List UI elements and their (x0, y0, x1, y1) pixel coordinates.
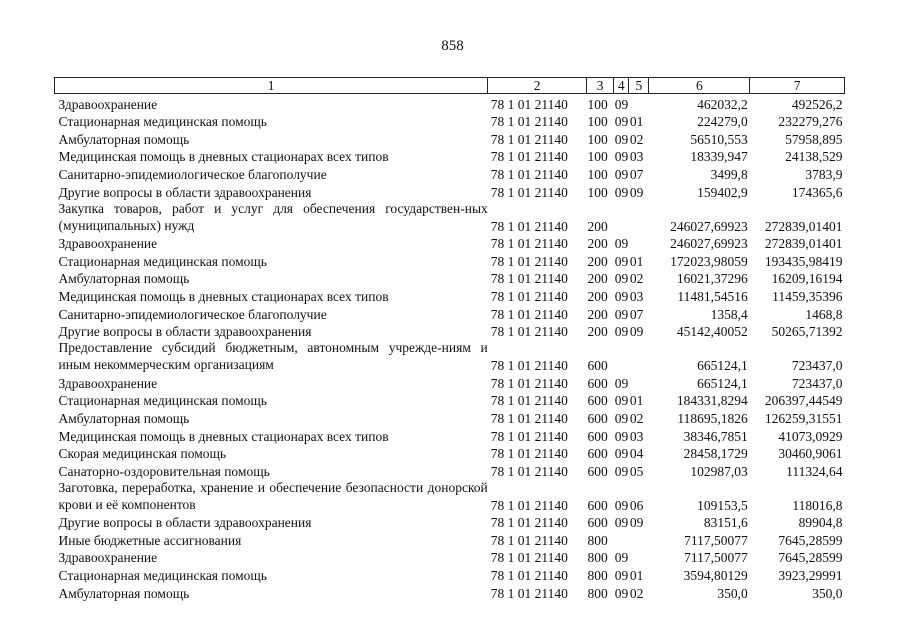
row-col-4: 09 (614, 236, 629, 252)
row-name: Медицинская помощь в дневных стационарах всех типов (58, 428, 389, 444)
row-value-7: 723437,0 (791, 375, 843, 391)
row-col-4: 09 (614, 428, 629, 444)
row-col-5: 05 (629, 463, 644, 479)
table-row (55, 304, 845, 322)
row-value-6: 462032,2 (697, 96, 748, 112)
row-code: 78 1 01 21140 (490, 428, 568, 444)
budget-table (54, 77, 845, 601)
row-col-3: 600 (587, 410, 608, 426)
row-name: Санитарно-эпидемиологическое благополучие (58, 166, 327, 182)
row-col-4: 09 (614, 288, 629, 304)
row-col-3: 800 (587, 585, 608, 601)
table-row (55, 200, 845, 234)
row-col-5: 01 (629, 253, 644, 269)
row-value-7: 232279,276 (778, 114, 843, 130)
row-name: Стационарная медицинская помощь (58, 253, 267, 269)
row-col-3: 200 (587, 288, 608, 304)
row-col-5: 09 (629, 515, 644, 531)
row-col-4: 09 (614, 410, 629, 426)
row-col-3: 100 (587, 184, 608, 200)
row-col-4: 09 (614, 166, 629, 182)
table-row (55, 182, 845, 200)
row-value-6: 665124,1 (697, 358, 748, 374)
row-col-3: 600 (587, 375, 608, 391)
header-col-3: 3 (587, 78, 614, 94)
row-col-5 (629, 200, 649, 234)
row-col-3: 200 (587, 324, 608, 340)
row-code: 78 1 01 21140 (490, 236, 568, 252)
row-name: Другие вопросы в области здравоохранения (58, 184, 312, 200)
row-col-5: 02 (629, 131, 644, 147)
row-value-7: 272839,01401 (764, 218, 843, 234)
row-col-5: 02 (629, 410, 644, 426)
row-name: Санитарно-эпидемиологическое благополучие (58, 306, 327, 322)
row-value-7: 3923,29991 (778, 568, 843, 584)
row-value-6: 11481,54516 (677, 288, 748, 304)
row-code: 78 1 01 21140 (490, 184, 568, 200)
row-code: 78 1 01 21140 (490, 375, 568, 391)
row-col-4: 09 (614, 324, 629, 340)
row-code: 78 1 01 21140 (490, 410, 568, 426)
row-col-3: 200 (587, 218, 608, 234)
row-name: Здравоохранение (58, 550, 158, 566)
row-code: 78 1 01 21140 (490, 218, 568, 234)
row-name: Закупка товаров, работ и услуг для обеспечения государствен-ных (муниципальных) нужд (58, 200, 488, 233)
row-value-7: 111324,64 (786, 463, 843, 479)
header-col-2: 2 (488, 78, 587, 94)
row-col-5: 03 (629, 149, 644, 165)
row-value-7: 89904,8 (798, 515, 843, 531)
page-number: 858 (441, 38, 464, 54)
table-header-row (55, 78, 845, 94)
row-code: 78 1 01 21140 (490, 131, 568, 147)
row-code: 78 1 01 21140 (490, 463, 568, 479)
row-code: 78 1 01 21140 (490, 393, 568, 409)
row-col-3: 600 (587, 358, 608, 374)
row-value-6: 7117,50077 (684, 532, 748, 548)
row-col-4: 09 (614, 550, 629, 566)
row-col-3: 800 (587, 568, 608, 584)
row-name: Стационарная медицинская помощь (58, 393, 267, 409)
row-code: 78 1 01 21140 (490, 324, 568, 340)
row-code: 78 1 01 21140 (490, 114, 568, 130)
row-col-4: 09 (614, 271, 629, 287)
row-name: Здравоохранение (58, 375, 158, 391)
row-name: Скорая медицинская помощь (58, 446, 227, 462)
table-row (55, 408, 845, 426)
row-value-7: 24138,529 (785, 149, 843, 165)
row-col-3: 600 (587, 393, 608, 409)
header-col-6: 6 (649, 78, 750, 94)
table-row (55, 548, 845, 566)
row-col-4: 09 (614, 114, 629, 130)
row-value-6: 109153,5 (697, 497, 748, 513)
row-value-7: 3783,9 (805, 166, 843, 182)
row-col-4: 09 (614, 184, 629, 200)
row-value-6: 665124,1 (697, 375, 748, 391)
row-value-7: 723437,0 (791, 358, 843, 374)
row-name: Амбулаторная помощь (58, 131, 190, 147)
row-name: Предоставление субсидий бюджетным, автономным учрежде-ниям и иным некоммерческим организациям (58, 340, 488, 373)
row-name: Медицинская помощь в дневных стационарах всех типов (58, 149, 389, 165)
row-col-5 (629, 339, 649, 373)
row-value-6: 83151,6 (703, 515, 748, 531)
row-value-7: 206397,44549 (764, 393, 843, 409)
row-col-5: 02 (629, 271, 644, 287)
row-name: Амбулаторная помощь (58, 410, 190, 426)
row-value-6: 246027,69923 (670, 218, 748, 234)
row-col-5: 06 (629, 497, 644, 513)
row-value-6: 3499,8 (710, 166, 748, 182)
row-col-5 (629, 94, 649, 112)
row-col-4: 09 (614, 96, 629, 112)
row-value-7: 41073,0929 (778, 428, 843, 444)
table-row (55, 461, 845, 479)
table-row (55, 391, 845, 409)
header-col-5: 5 (629, 78, 649, 94)
row-value-6: 7117,50077 (684, 550, 748, 566)
header-col-7: 7 (750, 78, 845, 94)
row-col-4: 09 (614, 497, 629, 513)
table-body (55, 94, 845, 601)
table-row (55, 164, 845, 182)
row-code: 78 1 01 21140 (490, 271, 568, 287)
table-row (55, 129, 845, 147)
row-value-6: 246027,69923 (670, 236, 748, 252)
row-code: 78 1 01 21140 (490, 149, 568, 165)
row-col-4: 09 (614, 585, 629, 601)
row-value-6: 102987,03 (690, 463, 748, 479)
row-name: Стационарная медицинская помощь (58, 114, 267, 130)
row-col-4: 09 (614, 446, 629, 462)
row-col-5: 02 (629, 585, 644, 601)
table-row (55, 112, 845, 130)
row-col-5: 01 (629, 393, 644, 409)
row-col-5 (629, 373, 649, 391)
row-value-7: 126259,31551 (764, 410, 843, 426)
row-value-7: 1468,8 (805, 306, 843, 322)
row-col-3: 600 (587, 446, 608, 462)
row-col-5: 03 (629, 428, 644, 444)
table-row (55, 583, 845, 601)
header-col-1: 1 (55, 78, 488, 94)
table-row (55, 373, 845, 391)
row-code: 78 1 01 21140 (490, 253, 568, 269)
row-name: Стационарная медицинская помощь (58, 568, 267, 584)
row-value-7: 118016,8 (792, 497, 843, 513)
row-value-7: 50265,71392 (771, 324, 843, 340)
row-name: Санаторно-оздоровительная помощь (58, 463, 270, 479)
row-col-5: 09 (629, 324, 644, 340)
row-value-6: 224279,0 (697, 114, 748, 130)
row-col-3: 100 (587, 96, 608, 112)
row-col-5: 07 (629, 166, 644, 182)
row-col-3: 200 (587, 271, 608, 287)
row-col-4: 09 (614, 131, 629, 147)
row-col-5: 04 (629, 446, 644, 462)
row-code: 78 1 01 21140 (490, 288, 568, 304)
table-row (55, 444, 845, 462)
row-name: Амбулаторная помощь (58, 585, 190, 601)
row-name: Иные бюджетные ассигнования (58, 532, 242, 548)
row-col-3: 600 (587, 497, 608, 513)
row-col-4: 09 (614, 306, 629, 322)
row-value-7: 16209,16194 (771, 271, 843, 287)
row-name: Медицинская помощь в дневных стационарах всех типов (58, 288, 389, 304)
row-col-5: 07 (629, 306, 644, 322)
row-col-4 (614, 200, 629, 234)
row-value-7: 174365,6 (791, 184, 843, 200)
table-row (55, 339, 845, 373)
row-code: 78 1 01 21140 (490, 568, 568, 584)
row-code: 78 1 01 21140 (490, 497, 568, 513)
row-code: 78 1 01 21140 (490, 515, 568, 531)
row-value-7: 7645,28599 (778, 550, 843, 566)
table-row (55, 426, 845, 444)
row-col-4: 09 (614, 515, 629, 531)
row-code: 78 1 01 21140 (490, 550, 568, 566)
row-name: Амбулаторная помощь (58, 271, 190, 287)
row-col-4: 09 (614, 393, 629, 409)
row-col-3: 100 (587, 131, 608, 147)
row-col-5 (629, 234, 649, 252)
row-value-6: 56510,553 (690, 131, 748, 147)
row-value-6: 350,0 (717, 585, 748, 601)
row-value-7: 193435,98419 (764, 253, 843, 269)
row-col-3: 600 (587, 428, 608, 444)
row-code: 78 1 01 21140 (490, 96, 568, 112)
table-row (55, 94, 845, 112)
row-value-7: 350,0 (812, 585, 843, 601)
table-row (55, 286, 845, 304)
row-code: 78 1 01 21140 (490, 446, 568, 462)
row-name: Заготовка, переработка, хранение и обеспечение безопасности донорской крови и её компонентов (58, 479, 488, 512)
row-name: Здравоохранение (58, 96, 158, 112)
row-col-5: 01 (629, 114, 644, 130)
row-col-5 (629, 530, 649, 548)
row-code: 78 1 01 21140 (490, 585, 568, 601)
row-col-3: 600 (587, 463, 608, 479)
row-col-3: 100 (587, 149, 608, 165)
row-col-4 (614, 530, 629, 548)
table-row (55, 269, 845, 287)
row-value-7: 30460,9061 (778, 446, 843, 462)
row-value-6: 38346,7851 (683, 428, 748, 444)
row-code: 78 1 01 21140 (490, 532, 568, 548)
row-col-5: 01 (629, 568, 644, 584)
row-value-6: 1358,4 (710, 306, 748, 322)
row-code: 78 1 01 21140 (490, 166, 568, 182)
table-row (55, 147, 845, 165)
row-col-3: 800 (587, 550, 608, 566)
row-name: Другие вопросы в области здравоохранения (58, 515, 312, 531)
row-col-4: 09 (614, 375, 629, 391)
row-col-5: 03 (629, 288, 644, 304)
table-row (55, 234, 845, 252)
header-col-4: 4 (614, 78, 629, 94)
table-row (55, 513, 845, 531)
table-row (55, 479, 845, 513)
row-col-3: 800 (587, 532, 608, 548)
row-col-4: 09 (614, 149, 629, 165)
row-value-7: 272839,01401 (764, 236, 843, 252)
row-value-6: 172023,98059 (670, 253, 748, 269)
row-value-6: 16021,37296 (676, 271, 748, 287)
row-col-4: 09 (614, 253, 629, 269)
table-row (55, 530, 845, 548)
row-value-6: 45142,40052 (676, 324, 748, 340)
row-col-3: 100 (587, 166, 608, 182)
row-col-3: 200 (587, 306, 608, 322)
row-value-6: 184331,8294 (676, 393, 748, 409)
table-row (55, 322, 845, 340)
row-name: Другие вопросы в области здравоохранения (58, 324, 312, 340)
row-value-6: 159402,9 (697, 184, 748, 200)
row-code: 78 1 01 21140 (490, 358, 568, 374)
row-col-4 (614, 339, 629, 373)
row-col-3: 200 (587, 236, 608, 252)
row-col-4: 09 (614, 568, 629, 584)
row-col-3: 100 (587, 114, 608, 130)
row-value-7: 11459,35396 (772, 288, 843, 304)
table-row (55, 251, 845, 269)
row-value-6: 3594,80129 (683, 568, 748, 584)
row-col-5 (629, 548, 649, 566)
row-code: 78 1 01 21140 (490, 306, 568, 322)
row-col-4: 09 (614, 463, 629, 479)
row-value-7: 492526,2 (791, 96, 843, 112)
row-col-3: 600 (587, 515, 608, 531)
row-col-5: 09 (629, 184, 644, 200)
row-value-7: 57958,895 (785, 131, 843, 147)
row-value-6: 28458,1729 (683, 446, 748, 462)
table-row (55, 565, 845, 583)
row-name: Здравоохранение (58, 236, 158, 252)
row-value-7: 7645,28599 (778, 532, 843, 548)
row-value-6: 118695,1826 (677, 410, 748, 426)
row-value-6: 18339,947 (690, 149, 748, 165)
row-col-3: 200 (587, 253, 608, 269)
